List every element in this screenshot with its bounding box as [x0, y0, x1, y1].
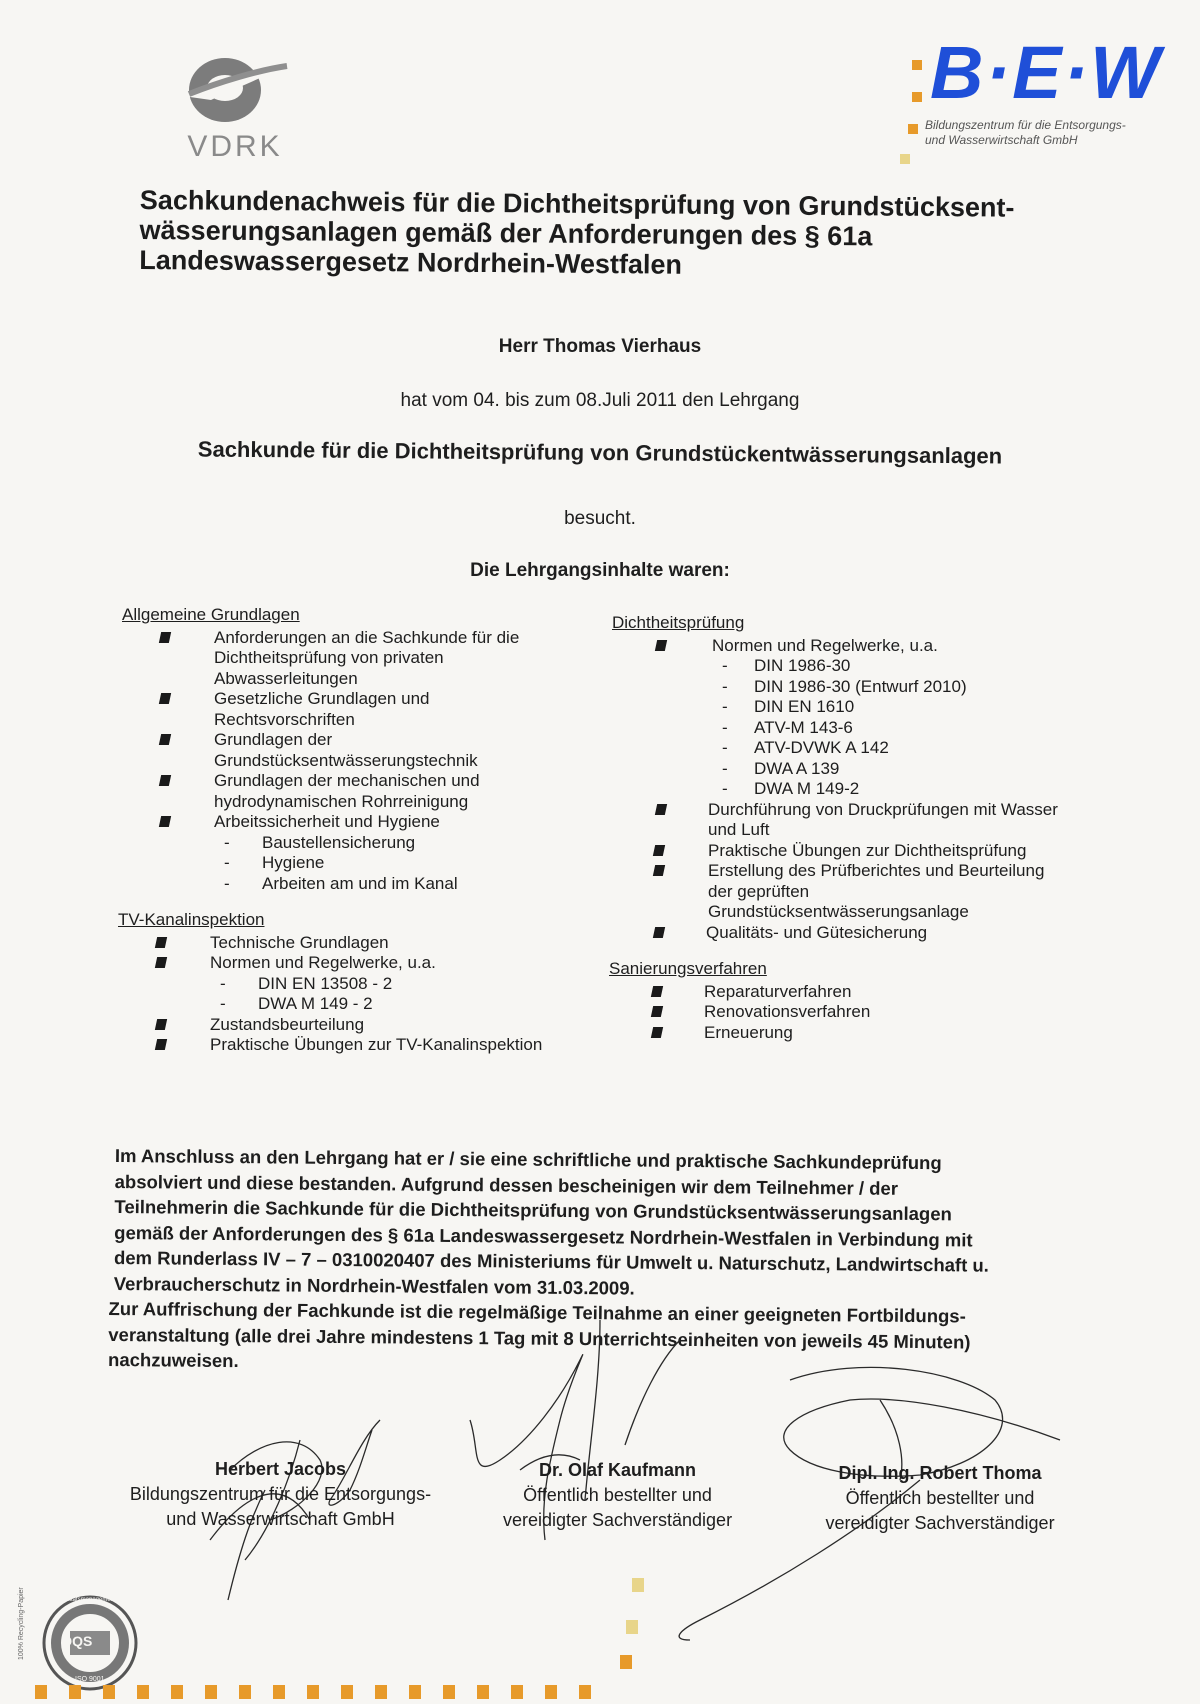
logo-square-icon — [900, 154, 910, 164]
dash-icon: - — [722, 738, 728, 757]
left-content-column — [118, 605, 602, 1056]
sub-list-item — [612, 656, 1112, 677]
list-item — [118, 933, 602, 954]
bew-logo — [900, 30, 1180, 170]
list-item — [118, 1035, 602, 1056]
footer-square-icon — [375, 1685, 387, 1699]
item-line: Grundlagen der mechanischen und — [214, 771, 480, 790]
footer-square-icon — [273, 1685, 285, 1699]
sub-item-text: Baustellensicherung — [262, 832, 416, 852]
title-line: wässerungsanlagen gemäß der Anforderungen des § 61a — [139, 214, 873, 252]
contents-heading: Die Lehrgangsinhalte waren: — [470, 560, 730, 581]
item-line: Praktische Übungen zur TV-Kanalinspektion — [210, 1035, 543, 1054]
paragraph-line: Zur Auffrischung der Fachkunde ist die regelmäßige Teilnahme an einer geeigneten Fortbildungs- — [108, 1297, 966, 1327]
bullet-icon — [155, 937, 167, 948]
sub-list-item — [612, 738, 1112, 759]
item-line: Grundstücksentwässerungstechnik — [214, 750, 478, 770]
bullet-icon — [651, 986, 663, 997]
signer-affiliation: Öffentlich bestellter und — [845, 1488, 1035, 1508]
bullet-icon — [159, 693, 171, 704]
list-item — [612, 636, 1112, 657]
footer-square-icon — [171, 1685, 183, 1699]
item-line: Grundlagen der — [214, 730, 333, 749]
signer-name: Dr. Olaf Kaufmann — [538, 1460, 697, 1480]
footer-square-icon — [137, 1685, 149, 1699]
item-line: Grundstücksentwässerungsanlage — [708, 902, 969, 921]
dash-icon: - — [224, 832, 230, 852]
badge-ring-bottom-text: ISO 9001 — [75, 1676, 105, 1683]
sub-item-text: DWA M 149 - 2 — [258, 994, 373, 1013]
dash-icon: - — [220, 994, 226, 1013]
item-line: Arbeitssicherheit und Hygiene — [214, 812, 440, 831]
bew-logo-wordmark: B·E·W — [930, 31, 1162, 114]
paragraph-line: dem Runderlass IV – 7 – 0310020407 des Ministeriums für Umwelt u. Naturschutz, Landwirtschaft u. — [113, 1246, 989, 1276]
signature-block-jacobs — [108, 1457, 453, 1532]
bullet-icon — [155, 1019, 167, 1030]
list-item — [122, 689, 602, 730]
sub-list-item — [118, 974, 602, 995]
signer-affiliation: vereidigter Sachverständiger — [825, 1513, 1055, 1533]
footer-square-icon — [443, 1685, 455, 1699]
list-item — [612, 861, 1112, 923]
bullet-icon — [159, 775, 171, 786]
paragraph-line: Verbraucherschutz in Nordrhein-Westfalen vom 31.03.2009. — [113, 1272, 635, 1299]
sub-item-text: DIN 1986-30 (Entwurf 2010) — [754, 676, 967, 696]
item-line: Dichtheitsprüfung von privaten — [214, 648, 444, 667]
list-item — [118, 1015, 602, 1036]
badge-ring-top-text: Qualitätsmanagement — [57, 1597, 116, 1603]
section-heading-tv-kanalinspektion: TV-Kanalinspektion — [118, 910, 265, 929]
bullet-icon — [159, 632, 171, 643]
list-item — [612, 923, 1112, 944]
item-line: Erstellung des Prüfberichtes und Beurteilung — [708, 861, 1045, 880]
footer-square-icon — [35, 1685, 47, 1699]
bullet-icon — [653, 865, 665, 876]
footer-square-icon — [579, 1685, 591, 1699]
footer-square-icon — [103, 1685, 115, 1699]
logo-square-icon — [912, 60, 922, 70]
list-item — [122, 628, 602, 690]
paragraph-line: veranstaltung (alle drei Jahre mindestens 1 Tag mit 8 Unterrichtseinheiten von jeweils 45 Minuten) — [108, 1323, 971, 1352]
footer-square-icon — [409, 1685, 421, 1699]
item-line: Reparaturverfahren — [704, 981, 852, 1001]
signer-affiliation: und Wasserwirtschaft GmbH — [166, 1509, 395, 1529]
item-line: Qualitäts- und Gütesicherung — [706, 922, 928, 942]
footer-square-icon — [341, 1685, 353, 1699]
signer-name: Dipl. Ing. Robert Thoma — [838, 1463, 1042, 1483]
bullet-icon — [655, 804, 667, 815]
paragraph-line: Teilnehmerin die Sachkunde für die Dichtheitsprüfung von Grundstücksentwässerungsanlagen — [114, 1195, 952, 1225]
dash-icon: - — [722, 656, 728, 675]
bullet-icon — [159, 734, 171, 745]
section-heading-dichtheitspruefung: Dichtheitsprüfung — [612, 613, 745, 632]
bullet-icon — [653, 927, 665, 938]
decor-square-icon — [626, 1620, 638, 1634]
signer-name: Herbert Jacobs — [214, 1459, 347, 1479]
footer-square-icon — [511, 1685, 523, 1699]
recipient-name: Herr Thomas Vierhaus — [498, 336, 702, 357]
sub-item-text: DWA M 149-2 — [754, 779, 860, 798]
section-heading-sanierungsverfahren: Sanierungsverfahren — [609, 959, 767, 978]
list-item — [118, 953, 602, 974]
item-line: Anforderungen an die Sachkunde für die — [214, 627, 520, 647]
item-line: Normen und Regelwerke, u.a. — [712, 635, 938, 655]
dash-icon: - — [220, 973, 226, 993]
bullet-icon — [159, 816, 171, 827]
dash-icon: - — [722, 758, 728, 778]
item-line: hydrodynamischen Rohrreinigung — [214, 791, 469, 811]
bullet-icon — [655, 640, 667, 651]
list-item — [122, 730, 602, 771]
signer-affiliation: vereidigter Sachverständiger — [502, 1510, 733, 1530]
bew-subtitle-line: Bildungszentrum für die Entsorgungs- — [925, 118, 1126, 132]
sub-item-text: DIN EN 1610 — [754, 697, 855, 716]
dash-icon: - — [224, 873, 230, 893]
sub-item-text: DIN EN 13508 - 2 — [258, 973, 393, 993]
list-item — [612, 841, 1112, 862]
recycled-paper-note: 100% Recycling-Papier — [18, 1587, 25, 1660]
bew-subtitle-line: und Wasserwirtschaft GmbH — [925, 133, 1078, 147]
vdrk-logo-text: VDRK — [187, 130, 283, 163]
sub-item-text: Arbeiten am und im Kanal — [262, 873, 458, 893]
item-line: Abwasserleitungen — [214, 668, 358, 688]
visited-text: besucht. — [564, 508, 636, 529]
list-item — [612, 1002, 1112, 1023]
list-item — [122, 771, 602, 812]
item-line: Erneuerung — [704, 1022, 793, 1042]
item-line: Normen und Regelwerke, u.a. — [210, 953, 436, 972]
sub-list-item — [122, 833, 602, 854]
sub-list-item — [122, 874, 602, 895]
item-line: Durchführung von Druckprüfungen mit Wasser — [708, 799, 1058, 819]
right-content-column — [609, 613, 1112, 1043]
list-item — [122, 812, 602, 833]
course-date-line: hat vom 04. bis zum 08.Juli 2011 den Lehrgang — [400, 390, 800, 411]
item-line: Praktische Übungen zur Dichtheitsprüfung — [708, 840, 1027, 860]
paragraph-line: gemäß der Anforderungen des § 61a Landeswassergesetz Nordrhein-Westfalen in Verbindung mit — [114, 1221, 973, 1250]
sub-list-item — [612, 779, 1112, 800]
sub-item-text: ATV-M 143-6 — [754, 717, 853, 737]
sub-list-item — [118, 994, 602, 1015]
section-heading-allgemeine-grundlagen: Allgemeine Grundlagen — [122, 605, 300, 624]
paragraph-line: absolviert und diese bestanden. Aufgrund dessen bescheinigen wir dem Teilnehmer / der — [114, 1170, 899, 1199]
item-line: Technische Grundlagen — [210, 932, 389, 952]
sub-list-item — [612, 697, 1112, 718]
signature-block-thoma — [790, 1461, 1090, 1536]
bullet-icon — [653, 845, 665, 856]
bullet-icon — [651, 1006, 663, 1017]
sub-item-text: Hygiene — [262, 853, 325, 872]
list-item — [612, 982, 1112, 1003]
signature-block-kaufmann — [480, 1458, 755, 1533]
item-line: Gesetzliche Grundlagen und — [214, 689, 430, 708]
sub-item-text: ATV-DVWK A 142 — [754, 738, 889, 757]
footer-square-icon — [545, 1685, 557, 1699]
decor-square-icon — [620, 1655, 632, 1669]
paragraph-line: nachzuweisen. — [108, 1348, 239, 1372]
item-line: Rechtsvorschriften — [214, 709, 355, 729]
logo-square-icon — [908, 124, 918, 134]
paragraph-line: Im Anschluss an den Lehrgang hat er / sie eine schriftliche und praktische Sachkundeprüfung — [114, 1144, 942, 1174]
decor-square-icon — [632, 1578, 644, 1592]
item-line: der geprüften — [708, 881, 810, 901]
footer-square-icon — [307, 1685, 319, 1699]
sub-list-item — [612, 718, 1112, 739]
signer-affiliation: Öffentlich bestellter und — [523, 1485, 712, 1505]
course-name: Sachkunde für die Dichtheitsprüfung von Grundstückentwässerungsanlagen — [197, 436, 1003, 469]
bullet-icon — [155, 957, 167, 968]
sub-item-text: DIN 1986-30 — [754, 656, 851, 675]
footer-square-icon — [205, 1685, 217, 1699]
footer-square-icon — [477, 1685, 489, 1699]
bullet-icon — [651, 1027, 663, 1038]
title-line: Landeswassergesetz Nordrhein-Westfalen — [139, 244, 683, 280]
bew-logo-subtitle — [925, 118, 1126, 148]
item-line: und Luft — [708, 820, 770, 839]
vdrk-logo — [175, 50, 295, 165]
list-item — [612, 800, 1112, 841]
vdrk-emblem-icon — [175, 50, 295, 135]
item-line: Zustandsbeurteilung — [210, 1014, 365, 1034]
sub-list-item — [612, 759, 1112, 780]
item-line: Renovationsverfahren — [704, 1002, 871, 1021]
bullet-icon — [155, 1039, 167, 1050]
dash-icon: - — [722, 697, 728, 716]
sub-list-item — [612, 677, 1112, 698]
footer-square-icon — [69, 1685, 81, 1699]
dash-icon: - — [722, 676, 728, 696]
dash-icon: - — [722, 717, 728, 737]
sub-item-text: DWA A 139 — [754, 758, 840, 778]
title-line: Sachkundenachweis für die Dichtheitsprüfung von Grundstücksent- — [139, 185, 1015, 223]
certificate-title — [139, 185, 1100, 283]
signer-affiliation: Bildungszentrum für die Entsorgungs- — [129, 1484, 432, 1504]
logo-square-icon — [912, 92, 922, 102]
sub-list-item — [122, 853, 602, 874]
dash-icon: - — [722, 779, 728, 798]
list-item — [612, 1023, 1112, 1044]
badge-text: DQS — [62, 1633, 93, 1649]
footer-square-icon — [239, 1685, 251, 1699]
dash-icon: - — [224, 853, 230, 872]
certification-paragraph — [108, 1143, 1115, 1381]
footer-square-row — [35, 1685, 635, 1699]
